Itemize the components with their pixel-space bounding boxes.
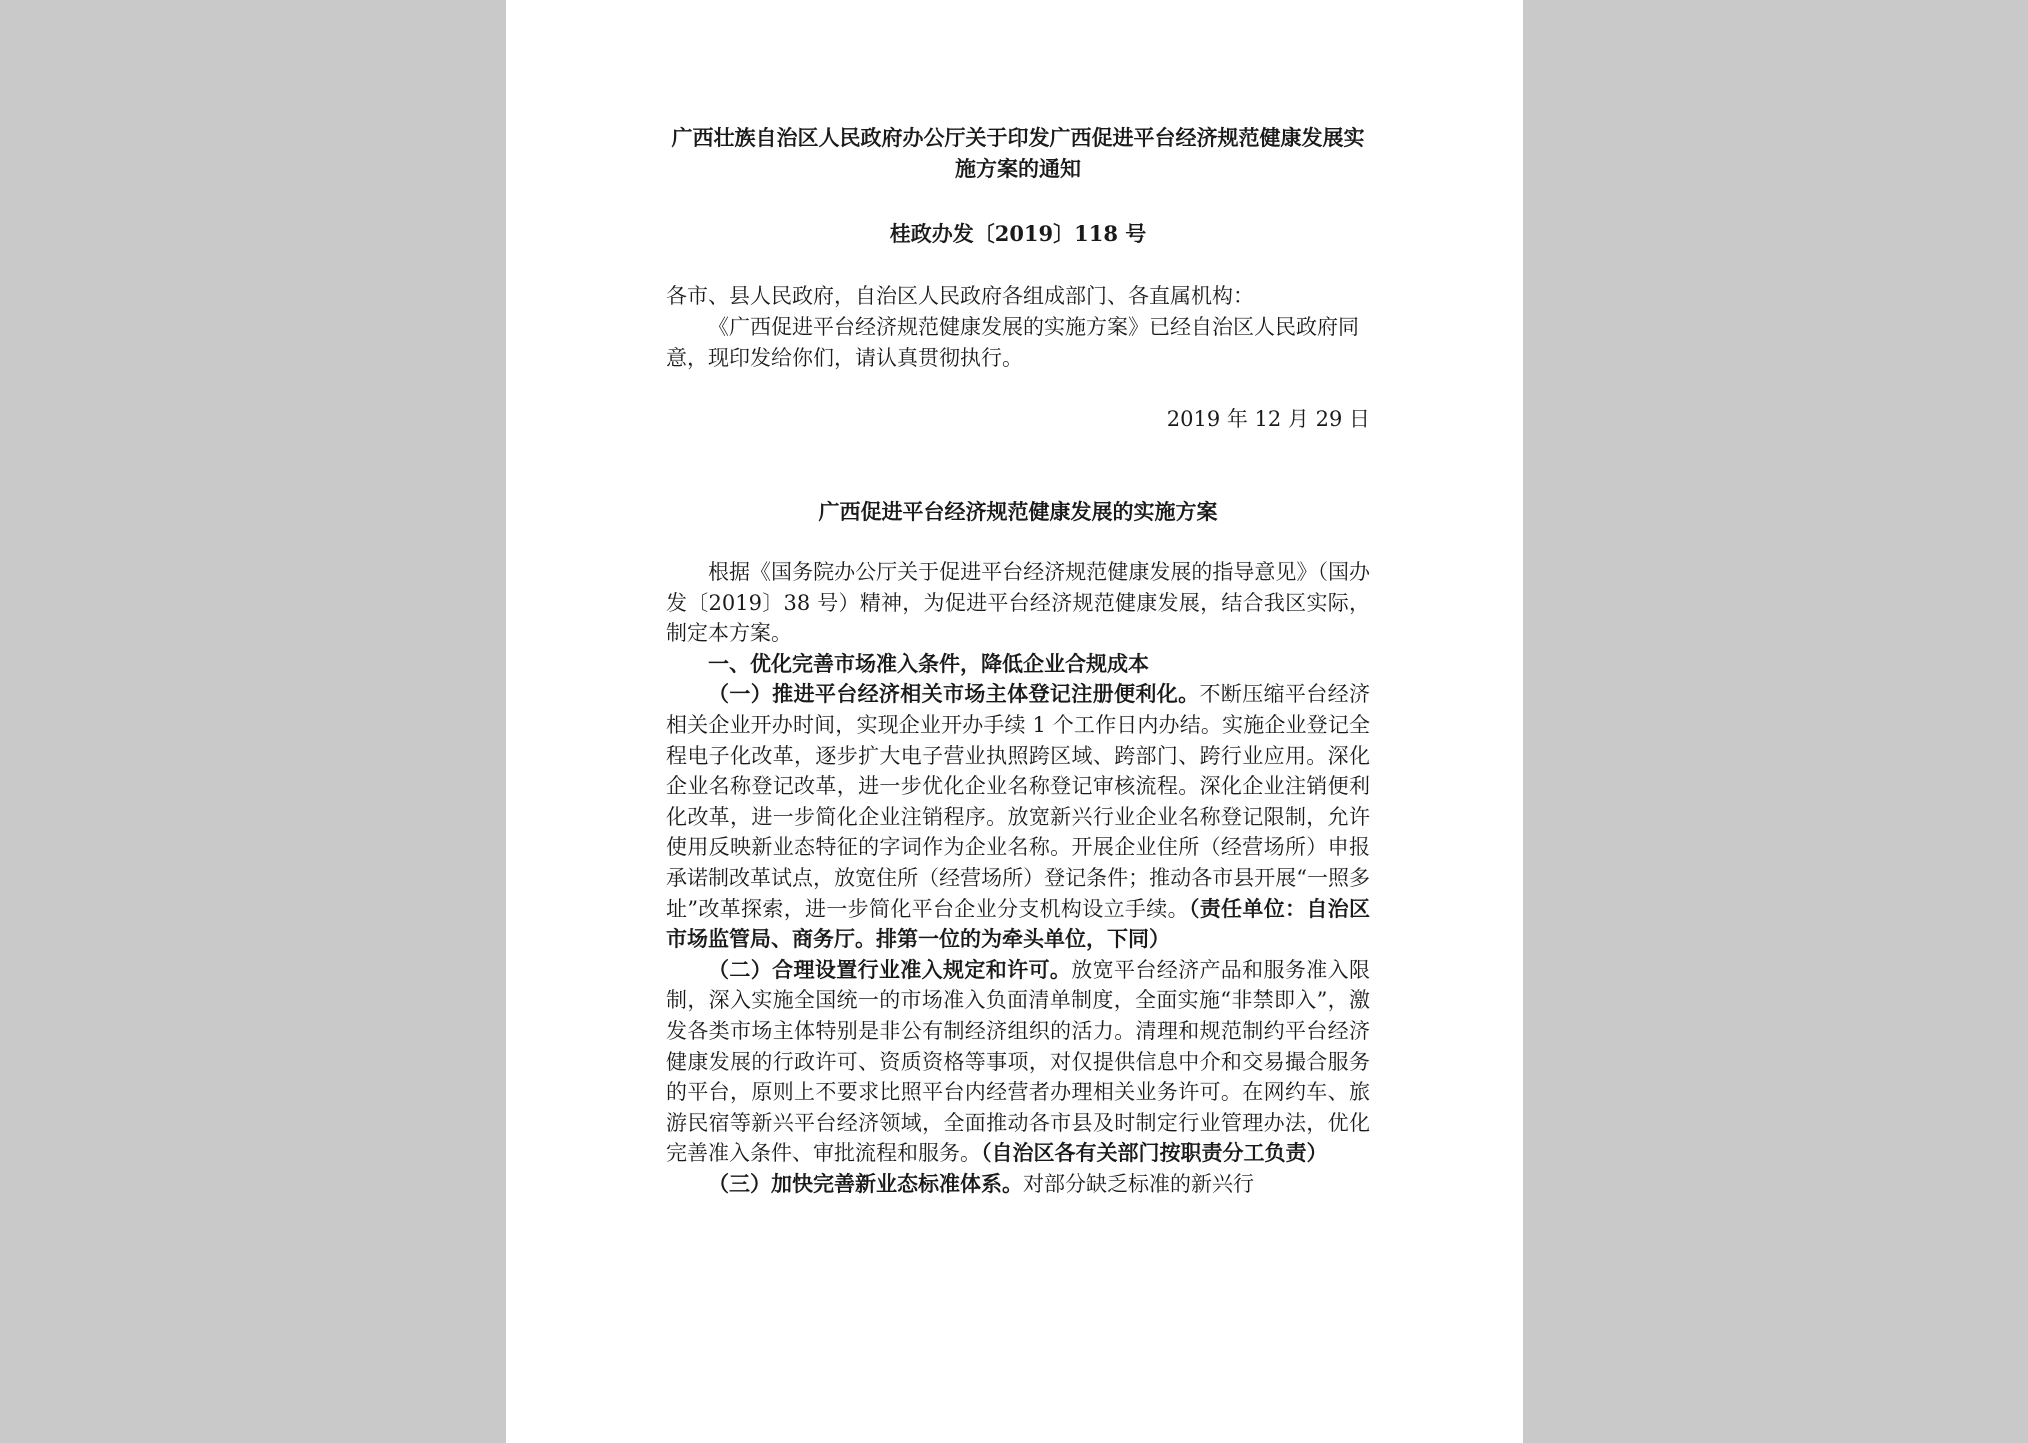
issue-date: 2019 年 12 月 29 日: [1166, 407, 1370, 431]
addressee-line: 各市、县人民政府，自治区人民政府各组成部门、各直属机构：: [666, 284, 1254, 308]
item-2-responsibility: （自治区各有关部门按职责分工负责）: [981, 1140, 1328, 1166]
plan-title: 广西促进平台经济规范健康发展的实施方案: [818, 499, 1218, 524]
item-1-paragraph: [666, 679, 1370, 954]
item-2-text: 放宽平台经济产品和服务准入限制，深入实施全国统一的市场准入负面清单制度，全面实施“非禁即入”，激发各类市场主体特别是非公有制经济组织的活力。清理和规范制约平台经济健康发展的行政许可、资质资格等事项，对仅提供信息中介和交易撮合服务的平台，原则上不要求比照平台内经营者办理相关业务许可。在网约车、旅游民宿等新兴平台经济领域，全面推动各市县及时制定行业管理办法，优化完善准入条件、审批流程和服务。: [666, 957, 1370, 1166]
notice-paragraph: 《广西促进平台经济规范健康发展的实施方案》已经自治区人民政府同意，现印发给你们，请认真贯彻执行。: [666, 315, 1359, 370]
item-3-text: 对部分缺乏标准的新兴行: [1023, 1171, 1254, 1196]
item-1-responsibility: （责任单位：自治区市场监管局、商务厅。排第一位的为牵头单位，下同）: [666, 895, 1370, 952]
document-title: 广西壮族自治区人民政府办公厅关于印发广西促进平台经济规范健康发展实施方案的通知: [671, 125, 1365, 181]
item-2-heading: （二）合理设置行业准入规定和许可。: [708, 956, 1072, 982]
item-1-heading: （一）推进平台经济相关市场主体登记注册便利化。: [708, 681, 1200, 707]
section-1-heading: 一、优化完善市场准入条件，降低企业合规成本: [708, 650, 1149, 676]
item-2-paragraph: [666, 955, 1370, 1169]
item-3-heading: （三）加快完善新业态标准体系。: [708, 1170, 1023, 1196]
item-3-paragraph: [666, 1169, 1370, 1200]
item-1-text: 不断压缩平台经济相关企业开办时间，实现企业开办手续 1 个工作日内办结。实施企业登记全程电子化改革，逐步扩大电子营业执照跨区域、跨部门、跨行业应用。深化企业名称登记改革，进一步优化企业名称登记审核流程。深化企业注销便利化改革，进一步简化企业注销程序。放宽新兴行业企业名称登记限制，允许使用反映新业态特征的字词作为企业名称。开展企业住所（经营场所）申报承诺制改革试点，放宽住所（经营场所）登记条件；推动各市县开展“一照多址”改革探索，进一步简化平台企业分支机构设立手续。: [666, 682, 1371, 921]
document-number: 桂政办发〔2019〕118 号: [889, 221, 1147, 246]
plan-body: [666, 557, 1370, 1199]
intro-paragraph: 根据《国务院办公厅关于促进平台经济规范健康发展的指导意见》（国办发〔2019〕38 号）精神，为促进平台经济规范健康发展，结合我区实际，制定本方案。: [666, 560, 1370, 646]
document-page: [506, 0, 1523, 1443]
